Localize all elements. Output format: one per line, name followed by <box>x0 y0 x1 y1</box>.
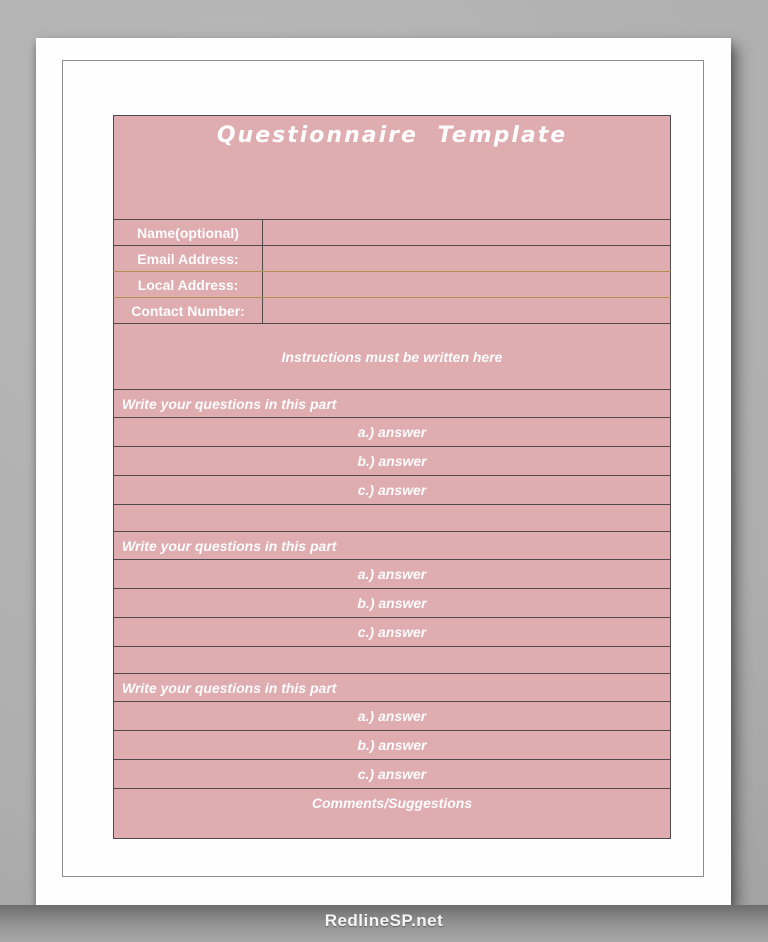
section1-heading-row <box>114 390 671 418</box>
instructions-text: Instructions must be written here <box>114 324 671 390</box>
page-title: Questionnaire Template <box>114 116 671 220</box>
title-row <box>114 116 671 220</box>
section1-answer-b[interactable]: b.) answer <box>114 447 671 476</box>
section3-heading: Write your questions in this part <box>114 674 671 702</box>
section2-answer-b[interactable]: b.) answer <box>114 589 671 618</box>
section1-heading: Write your questions in this part <box>114 390 671 418</box>
field-row-name <box>114 220 671 246</box>
spacer-cell <box>114 647 671 674</box>
section2-answer-a[interactable]: a.) answer <box>114 560 671 589</box>
section3-answer-c-row <box>114 760 671 789</box>
section3-answer-c[interactable]: c.) answer <box>114 760 671 789</box>
field-row-email <box>114 246 671 272</box>
field-row-local-address <box>114 272 671 298</box>
section2-answer-a-row <box>114 560 671 589</box>
document-page <box>36 38 731 905</box>
name-field-label: Name(optional) <box>114 220 263 246</box>
section1-answer-b-row <box>114 447 671 476</box>
section2-heading-row <box>114 532 671 560</box>
spacer-cell <box>114 505 671 532</box>
section1-answer-a-row <box>114 418 671 447</box>
contact-number-field-input[interactable] <box>263 298 671 324</box>
section2-heading: Write your questions in this part <box>114 532 671 560</box>
section2-answer-c[interactable]: c.) answer <box>114 618 671 647</box>
section2-answer-b-row <box>114 589 671 618</box>
section1-answer-c-row <box>114 476 671 505</box>
name-field-input[interactable] <box>263 220 671 246</box>
section1-answer-c[interactable]: c.) answer <box>114 476 671 505</box>
contact-number-field-label: Contact Number: <box>114 298 263 324</box>
section3-heading-row <box>114 674 671 702</box>
spacer-row-1 <box>114 505 671 532</box>
section3-answer-b-row <box>114 731 671 760</box>
questionnaire-table <box>113 115 671 839</box>
section3-answer-a-row <box>114 702 671 731</box>
email-field-input[interactable] <box>263 246 671 272</box>
local-address-field-input[interactable] <box>263 272 671 298</box>
section3-answer-a[interactable]: a.) answer <box>114 702 671 731</box>
email-field-label: Email Address: <box>114 246 263 272</box>
comments-label[interactable]: Comments/Suggestions <box>114 789 671 839</box>
spacer-row-2 <box>114 647 671 674</box>
watermark-text: RedlineSP.net <box>324 911 444 930</box>
section2-answer-c-row <box>114 618 671 647</box>
instructions-row <box>114 324 671 390</box>
field-row-contact-number <box>114 298 671 324</box>
comments-row <box>114 789 671 839</box>
section3-answer-b[interactable]: b.) answer <box>114 731 671 760</box>
local-address-field-label: Local Address: <box>114 272 263 298</box>
section1-answer-a[interactable]: a.) answer <box>114 418 671 447</box>
